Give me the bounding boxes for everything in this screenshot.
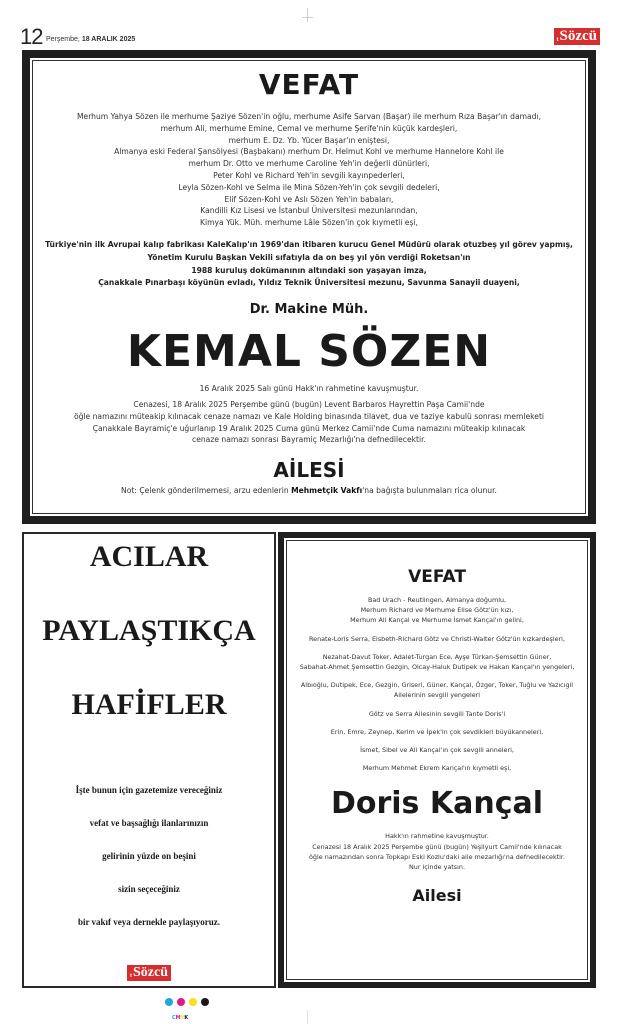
registration-cross — [302, 17, 313, 18]
sozcu-logo-ad[interactable]: t Sözcü — [127, 965, 171, 981]
signature: AİLESİ — [273, 458, 345, 483]
death-line: 16 Aralık 2025 Salı günü Hakk'ın rahmetine kavuşmuştur. — [199, 384, 419, 394]
title-prefix: Dr. Makine Müh. — [249, 302, 369, 318]
registration-mark-top — [307, 8, 308, 22]
notice-title: VEFAT — [408, 567, 466, 587]
ad-title-line-2: PAYLAŞTIKÇA — [42, 614, 256, 647]
ad-title-line-3: HAFİFLER — [71, 688, 227, 721]
obituary-kemal-sozen — [22, 50, 596, 524]
note-line: Not: Çelenk gönderilmemesi, arzu edenlerin Mehmetçik Vakfı'na bağışta bulunmaları rica olunur. — [121, 486, 497, 496]
career-lines: Türkiye'nin ilk Avrupai kalıp fabrikası KaleKalıp'ın 1969'dan itibaren kurucu Genel Müdürü olarak otuzbeş yıl görev yapmış, Yönetim Kurulu Başkan Vekili sıfatıyla da on beş yıl yön verdiği Roketsan'ın 1988 kuruluş dokümanının altındaki son yaşayan imza, Çanakkale Pınarbaşı köyünün evladı, Yıldız Teknik Üniversitesi mezunu, Savunma Sanayii duayeni, — [45, 239, 573, 288]
deceased-name: Doris Kançal — [330, 786, 544, 822]
acilar-paylastikca-ad: ACILAR PAYLAŞTIKÇA HAFİFLER İşte bunun için gazetemize vereceğiniz vefat ve başsağlığı ilanlarınızın gelirinin yüzde on beşini sizin seçeceğiniz bir vakıf veya dernekle paylaşıyoruz. t Sözcü — [22, 532, 276, 988]
page-header — [20, 24, 600, 50]
cyan-dot-icon — [165, 998, 173, 1006]
obituary-doris-kancal: VEFAT Bad Urach - Reutlingen, Almanya doğumlu, Merhum Richard ve Merhume Elise Götz'ün kızı, Merhum Ali Kançal ve Merhume İsmet Kançal'ın gelini, Renate-Loris Serra, Elsbeth-Richard Götz ve Christl-Walter Götz'ün kızkardeşleri, Nezahat-Davut Toker, Adalet-Turgan Ece, Ayşe Türkan-Şemsettin Güner, Sabahat-Ahmet Şemsettin Gezgin, Olcay-Haluk Dutipek ve Hakan Kançal'ın yengeleri, Albıoğlu, Dutipek, Ece, Gezgin, Griseri, Güner, Kançal, Özger, Toker, Tuğlu ve Yazıcıgil Ailelerinin sevgili yengeleri Götz ve Serra Ailesinin sevgili Tante Doris'i Erin, Emre, Zeynep, Kerim ve İpek'in çok sevdikleri büyükanneleri, İsmet, Sibel ve Ali Kançal'ın çok sevgili anneleri, Merhum Mehmet Ekrem Kançal'ın kıymetli eşi, Doris Kançal Hakk'ın rahmetine kavuşmuştur. Cenazesi 18 Aralık 2025 Perşembe günü (bugün) Yeşilyurt Camii'nde kılınacak öğle namazından sonra Topkapı Eski Kozlu'daki aile mezarlığı'na defnedilecektir. Nur içinde yatsın. Ailesi — [278, 532, 596, 988]
signature: Ailesi — [412, 886, 462, 906]
funeral-lines: Cenazesi, 18 Aralık 2025 Perşembe günü (bugün) Levent Barbaros Hayrettin Paşa Camii'nde öğle namazını müteakip kılınacak cenaze namazı ve Kale Holding binasında tilavet, dua ve taziye kabulü sonrası memleketi Çanakkale Bayramiç'e uğurlanıp 19 Aralık 2025 Cuma günü Merkez Camii'nde Cuma namazını müteakip kılınacak cenaze namazı sonrası Bayramiç Mezarlığı'na defnedilecektir. — [73, 399, 545, 445]
notice-title: VEFAT — [258, 68, 360, 101]
sozcu-logo[interactable]: t Sözcü — [554, 28, 601, 45]
yellow-dot-icon — [189, 998, 197, 1006]
cmyk-color-marks — [165, 998, 209, 1006]
black-dot-icon — [201, 998, 209, 1006]
deceased-name: KEMAL SÖZEN — [126, 326, 492, 378]
ad-title-line-1: ACILAR — [89, 540, 209, 573]
magenta-dot-icon — [177, 998, 185, 1006]
cmyk-label: CMYK — [172, 1015, 189, 1021]
page-date: Perşembe, 18 ARALIK 2025 — [46, 36, 136, 43]
page-number: 12 — [20, 24, 43, 49]
family-lines: Merhum Yahya Sözen ile merhume Şaziye Sözen'in oğlu, merhume Asife Sarvan (Başar) ile merhum Rıza Başar'ın damadı, merhum Ali, merhume Emine, Cemal ve merhume Şerife'nin küçük kardeşleri, merhum E. Dz. Yb. Yücer Başar'ın eniştesi, Almanya eski Federal Şansölyesi (Başbakanı) merhum Dr. Helmut Kohl ve merhume Hannelore Kohl ile merhum Dr. Otto ve merhume Caroline Yeh'in değerli dünürleri, Peter Kohl ve Richard Yeh'in sevgili kayınpederleri, Leyla Sözen-Kohl ve Selma ile Mina Sözen-Yeh'in çok sevgili dedeleri, Elif Sözen-Kohl ve Aslı Sözen Yeh'in babaları, Kandilli Kız Lisesi ve İstanbul Üniversitesi mezunlarından, Kimya Yük. Müh. merhume Lâle Sözen'in çok kıymetli eşi, — [76, 112, 542, 228]
registration-mark-bottom — [307, 1010, 308, 1024]
